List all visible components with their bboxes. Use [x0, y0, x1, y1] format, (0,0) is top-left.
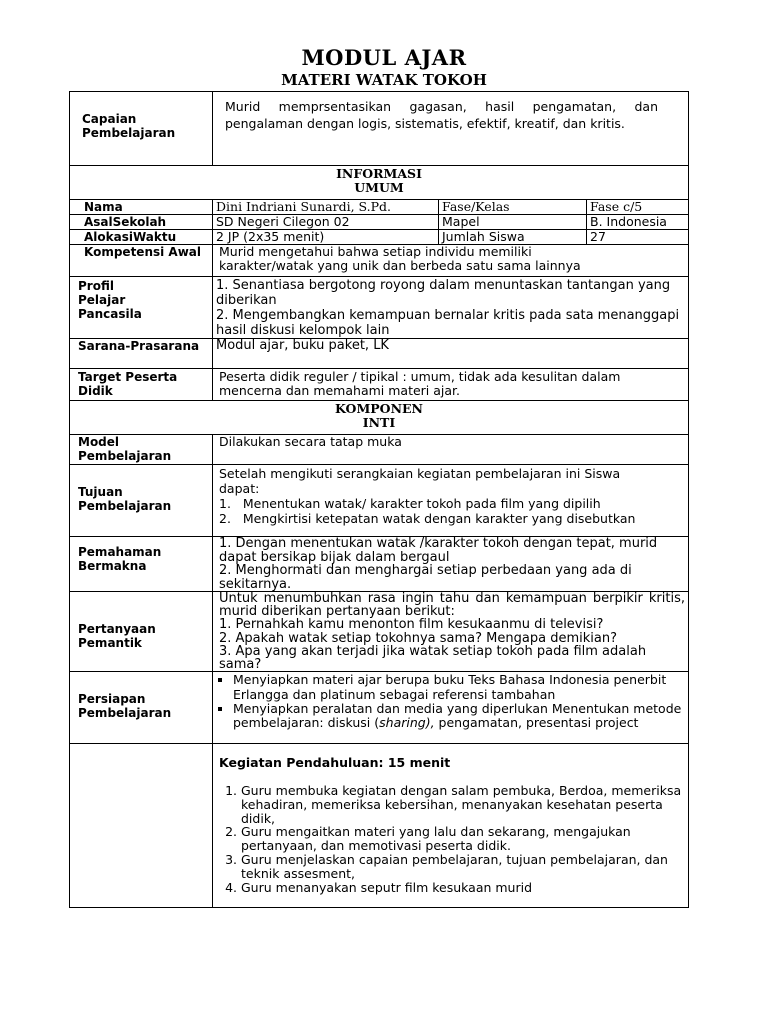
tujuan-label-line: Tujuan — [78, 485, 123, 499]
kompetensi-value — [213, 245, 689, 277]
persiapan-item-italic: sharing), — [379, 715, 435, 731]
persiapan-list — [217, 673, 682, 730]
fase-value: Fase c/5 — [587, 200, 689, 215]
sarana-value: Modul ajar, buku paket, LK — [213, 339, 689, 369]
kegiatan-item: 2. Guru mengaitkan materi yang lalu dan sekarang, mengajukan pertanyaan, dan memotivasi peserta didik. — [241, 825, 682, 853]
tujuan-item: 1. Menentukan watak/ karakter tokoh pada film yang dipilih — [219, 496, 601, 511]
profil-label-line: Profil — [78, 279, 114, 293]
pemahaman-value — [213, 537, 689, 592]
model-label — [70, 435, 213, 465]
pertanyaan-item: 2. Apakah watak setiap tokohnya sama? Mengapa demikian? — [219, 630, 617, 646]
pemahaman-label — [70, 537, 213, 592]
kegiatan-item: 1. Guru membuka kegiatan dengan salam pembuka, Berdoa, memeriksa kehadiran, memeriksa kebersihan, menanyakan kesehatan peserta didik, — [241, 784, 682, 825]
asal-value: SD Negeri Cilegon 02 — [213, 215, 439, 230]
persiapan-value — [213, 672, 689, 744]
tujuan-item: 2. Mengkirtisi ketepatan watak dengan karakter yang disebutkan — [219, 511, 636, 526]
tujuan-item-text: Menentukan watak/ karakter tokoh pada film yang dipilih — [242, 496, 601, 511]
kompetensi-label: Kompetensi Awal — [70, 245, 213, 277]
kegiatan-title: Kegiatan Pendahuluan: 15 menit — [219, 755, 451, 771]
capaian-label — [70, 92, 213, 166]
pertanyaan-item: 1. Pernahkah kamu menonton film kesukaanmu di televisi? — [219, 617, 604, 633]
kompetensi-line: Murid mengetahui bahwa setiap individu memiliki — [219, 244, 532, 259]
document-subtitle: MATERI WATAK TOKOH — [281, 71, 487, 89]
komponen-line: INTI — [362, 415, 396, 430]
alokasi-label: AlokasiWaktu — [70, 230, 213, 245]
kegiatan-row — [70, 744, 689, 908]
asal-label: AsalSekolah — [70, 215, 213, 230]
pemahaman-item: 1. Dengan menentukan watak /karakter tokoh dengan tepat, murid dapat bersikap bijak dalam bergaul — [219, 536, 658, 565]
pertanyaan-row — [70, 592, 689, 672]
persiapan-row — [70, 672, 689, 744]
profil-label-line: Pancasila — [78, 307, 142, 321]
modul-table — [69, 91, 689, 908]
target-label-line: Target Peserta — [78, 370, 178, 384]
sarana-label: Sarana-Prasarana — [70, 339, 213, 369]
kompetensi-line: karakter/watak yang unik dan berbeda satu sama lainnya — [219, 258, 581, 273]
nama-row — [70, 200, 689, 215]
capaian-label-line: Capaian — [82, 112, 137, 126]
tujuan-row — [70, 465, 689, 537]
pemahaman-label-line: Bermakna — [78, 559, 147, 573]
model-value: Dilakukan secara tatap muka — [213, 435, 689, 465]
persiapan-item-text: pengamatan, presentasi project — [434, 715, 639, 731]
informasi-header — [70, 166, 689, 200]
mapel-label: Mapel — [439, 215, 587, 230]
sarana-row — [70, 339, 689, 369]
mapel-value: B. Indonesia — [587, 215, 689, 230]
persiapan-label — [70, 672, 213, 744]
pemahaman-label-line: Pemahaman — [78, 545, 162, 559]
capaian-label-line: Pembelajaran — [82, 126, 176, 140]
persiapan-item — [233, 702, 682, 731]
pertanyaan-value — [213, 592, 689, 672]
kegiatan-value — [213, 744, 689, 908]
kompetensi-row — [70, 245, 689, 277]
profil-item: 1. Senantiasa bergotong royong dalam menuntaskan tantangan yang diberikan — [216, 278, 671, 308]
persiapan-item: ▪ Menyiapkan materi ajar berupa buku Teks Bahasa Indonesia penerbit Erlangga dan platinum sebagai referensi tambahan — [233, 673, 682, 702]
model-label-line: Model — [78, 435, 120, 449]
informasi-header-row — [70, 166, 689, 200]
informasi-line: INFORMASI — [336, 166, 422, 181]
komponen-line: KOMPONEN — [335, 401, 423, 416]
persiapan-item-text: Menyiapkan peralatan dan media yang diperlukan Menentukan metode pembelajaran: diskusi ( — [233, 700, 682, 731]
asal-row — [70, 215, 689, 230]
capaian-value: Murid memprsentasikan gagasan, hasil pengamatan, dan pengalaman dengan logis, sistematis, efektif, kreatif, dan kritis. — [213, 92, 689, 166]
alokasi-row — [70, 230, 689, 245]
tujuan-item-text: Mengkirtisi ketepatan watak dengan karakter yang disebutkan — [242, 511, 636, 526]
jumlah-siswa-label: Jumlah Siswa — [439, 230, 587, 245]
kegiatan-label-cell — [70, 744, 213, 908]
profil-item: 2. Mengembangkan kemampuan bernalar kritis pada sata menanggapi hasil diskusi kelompok lain — [216, 308, 680, 338]
profil-row — [70, 277, 689, 339]
pertanyaan-label-line: Pertanyaan — [78, 622, 156, 636]
informasi-line: UMUM — [354, 180, 404, 195]
fase-label: Fase/Kelas — [439, 200, 587, 215]
kegiatan-item: 3. Guru menjelaskan capaian pembelajaran, tujuan pembelajaran, dan teknik assesment, — [241, 853, 682, 881]
pertanyaan-label — [70, 592, 213, 672]
tujuan-value — [213, 465, 689, 537]
model-label-line: Pembelajaran — [78, 449, 172, 463]
jumlah-siswa-value: 27 — [587, 230, 689, 245]
target-value: Peserta didik reguler / tipikal : umum, tidak ada kesulitan dalam mencerna dan memahami materi ajar. — [213, 369, 689, 401]
tujuan-intro: Setelah mengikuti serangkaian kegiatan pembelajaran ini Siswa — [219, 466, 621, 481]
tujuan-label — [70, 465, 213, 537]
persiapan-label-line: Pembelajaran — [78, 706, 172, 721]
nama-value: Dini Indriani Sunardi, S.Pd. — [213, 200, 439, 215]
model-row — [70, 435, 689, 465]
document-title: MODUL AJAR — [301, 45, 467, 70]
tujuan-label-line: Pembelajaran — [78, 499, 172, 513]
pertanyaan-item: 3. Apa yang akan terjadi jika watak setiap tokoh pada film adalah sama? — [219, 643, 647, 672]
nama-label: Nama — [70, 200, 213, 215]
kegiatan-list — [219, 784, 682, 894]
profil-label-line: Pelajar — [78, 293, 126, 307]
profil-value — [213, 277, 689, 339]
target-row — [70, 369, 689, 401]
tujuan-intro: dapat: — [219, 481, 260, 496]
target-label — [70, 369, 213, 401]
komponen-header — [70, 401, 689, 435]
kegiatan-item: 4. Guru menanyakan seputr film kesukaan murid — [241, 881, 682, 895]
persiapan-label-line: Persiapan — [78, 692, 146, 707]
alokasi-value: 2 JP (2x35 menit) — [213, 230, 439, 245]
pemahaman-item: 2. Menghormati dan menghargai setiap perbedaan yang ada di sekitarnya. — [219, 563, 632, 592]
capaian-row — [70, 92, 689, 166]
pemahaman-row — [70, 537, 689, 592]
profil-label — [70, 277, 213, 339]
target-label-line: Didik — [78, 384, 113, 398]
komponen-header-row — [70, 401, 689, 435]
pertanyaan-intro: Untuk menumbuhkan rasa ingin tahu dan kemampuan berpikir kritis, murid diberikan pertanyaan berikut: — [219, 591, 685, 620]
pertanyaan-label-line: Pemantik — [78, 636, 142, 650]
